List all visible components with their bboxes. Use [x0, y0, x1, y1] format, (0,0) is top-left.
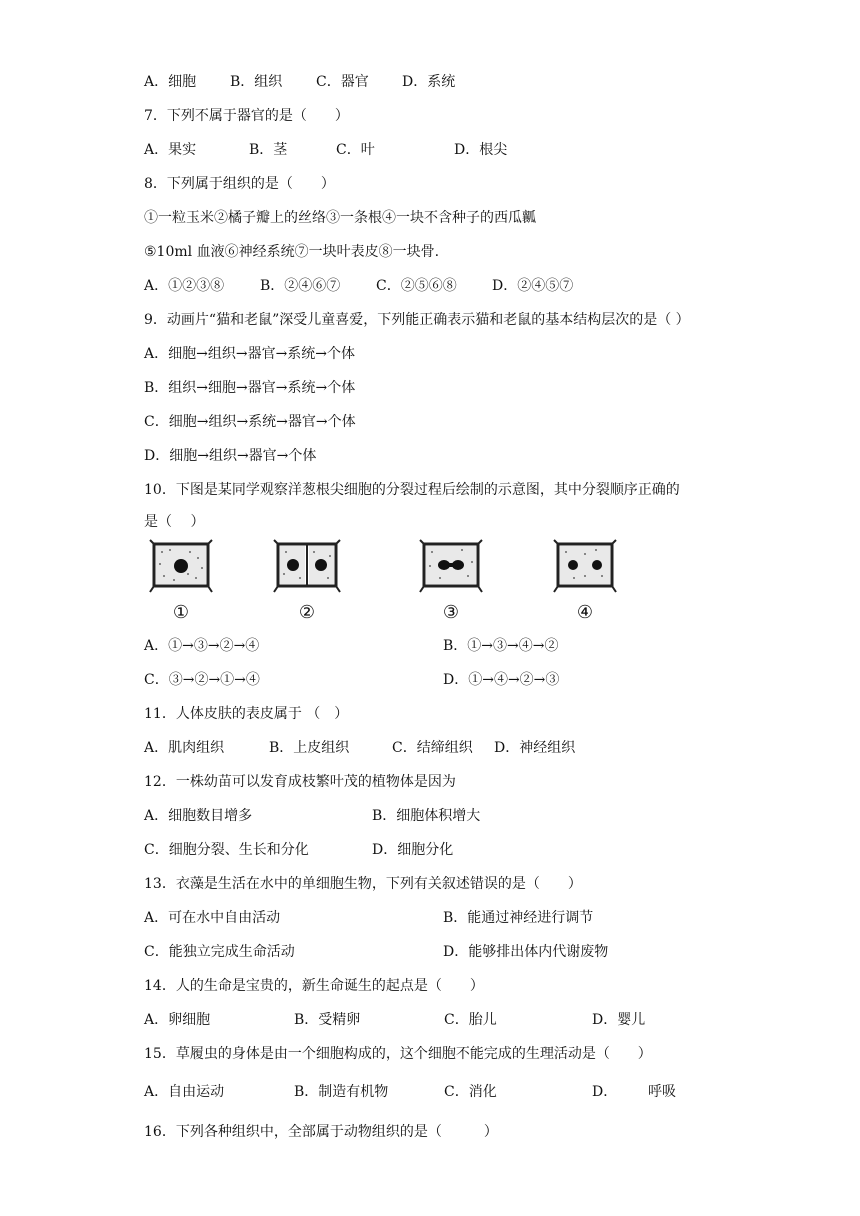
question-8-options: [144, 276, 744, 296]
question-10-options-row-2: [144, 670, 744, 690]
option-a: A．果实: [144, 142, 197, 158]
question-7: 7．下列不属于器官的是（ ）: [144, 108, 349, 124]
question-8-statement-1: ①一粒玉米②橘子瓣上的丝络③一条根④一块不含种子的西瓜瓤: [144, 210, 536, 226]
question-12: 12．一株幼苗可以发育成枝繁叶茂的植物体是因为: [144, 774, 456, 790]
option-a: A．肌肉组织: [144, 740, 225, 756]
question-10: 10．下图是某同学观察洋葱根尖细胞的分裂过程后绘制的示意图，其中分裂顺序正确的: [144, 482, 680, 498]
option-c: C．细胞分裂、生长和分化: [144, 842, 309, 858]
option-c: C．叶: [336, 142, 375, 158]
option-d: D．根尖: [454, 142, 508, 158]
cell-3-drawing: [416, 538, 486, 600]
cell-2: [272, 538, 342, 623]
option-b: B．受精卵: [294, 1012, 361, 1028]
cell-1: [146, 538, 216, 623]
cell-3: [416, 538, 486, 623]
option-d: D．②④⑤⑦: [492, 278, 574, 294]
question-10-cont: 是（ ）: [144, 514, 205, 530]
question-11: 11．人体皮肤的表皮属于 （ ）: [144, 706, 349, 722]
question-9-option-c: C．细胞→组织→系统→器官→个体: [144, 414, 356, 430]
option-b: B．茎: [249, 142, 288, 158]
option-d: D．系统: [402, 74, 456, 90]
option-b: B．①→③→④→②: [443, 638, 559, 654]
option-d-text: 呼吸: [648, 1084, 676, 1100]
cell-label-1: ①: [172, 602, 190, 623]
question-12-options-row-1: [144, 806, 744, 826]
question-9: 9．动画片“猫和老鼠”深受儿童喜爱，下列能正确表示猫和老鼠的基本结构层次的是（ ）: [144, 312, 690, 328]
option-c: C．能独立完成生命活动: [144, 944, 295, 960]
option-d: D．能够排出体内代谢废物: [443, 944, 609, 960]
option-a: A．细胞数目增多: [144, 808, 253, 824]
cell-division-figure: [144, 538, 644, 628]
option-d: D．: [592, 1084, 618, 1100]
cell-label-3: ③: [442, 602, 460, 623]
question-13-options-row-2: [144, 942, 744, 962]
option-c: C．器官: [316, 74, 369, 90]
question-8: 8．下列属于组织的是（ ）: [144, 176, 335, 192]
question-9-option-a: A．细胞→组织→器官→系统→个体: [144, 346, 356, 362]
question-15: 15．草履虫的身体是由一个细胞构成的，这个细胞不能完成的生理活动是（ ）: [144, 1046, 652, 1062]
cell-1-drawing: [146, 538, 216, 600]
question-8-statement-2: ⑤10ml 血液⑥神经系统⑦一块叶表皮⑧一块骨.: [144, 244, 440, 260]
option-d: D．细胞分化: [372, 842, 454, 858]
question-14: 14．人的生命是宝贵的，新生命诞生的起点是（ ）: [144, 978, 484, 994]
option-c: C．消化: [444, 1084, 497, 1100]
option-b: B．能通过神经进行调节: [443, 910, 594, 926]
question-14-options: [144, 1010, 744, 1030]
option-c: C．结缔组织: [392, 740, 473, 756]
option-a: A．卵细胞: [144, 1012, 211, 1028]
option-b: B．制造有机物: [294, 1084, 389, 1100]
option-c: C．②⑤⑥⑧: [376, 278, 457, 294]
option-c: C．胎儿: [444, 1012, 497, 1028]
option-b: B．上皮组织: [269, 740, 350, 756]
question-12-options-row-2: [144, 840, 744, 860]
option-d: D．①→④→②→③: [443, 672, 560, 688]
cell-2-drawing: [272, 538, 342, 600]
option-c: C．③→②→①→④: [144, 672, 260, 688]
question-16: 16．下列各种组织中，全部属于动物组织的是（ ）: [144, 1124, 498, 1140]
cell-label-4: ④: [576, 602, 594, 623]
cell-4-drawing: [550, 538, 620, 600]
question-7-options: [144, 140, 744, 160]
prev-question-options: [144, 72, 744, 92]
question-15-options: [144, 1082, 744, 1102]
option-a: A．细胞: [144, 74, 197, 90]
question-13: 13．衣藻是生活在水中的单细胞生物，下列有关叙述错误的是（ ）: [144, 876, 582, 892]
option-d: D．婴儿: [592, 1012, 646, 1028]
option-a: A．可在水中自由活动: [144, 910, 281, 926]
question-11-options: [144, 738, 744, 758]
question-9-option-d: D．细胞→组织→器官→个体: [144, 448, 317, 464]
question-13-options-row-1: [144, 908, 744, 928]
cell-label-2: ②: [298, 602, 316, 623]
option-b: B．②④⑥⑦: [260, 278, 341, 294]
question-10-options-row-1: [144, 636, 744, 656]
question-9-option-b: B．组织→细胞→器官→系统→个体: [144, 380, 356, 396]
option-a: A．①②③⑧: [144, 278, 225, 294]
option-b: B．组织: [230, 74, 283, 90]
option-a: A．①→③→②→④: [144, 638, 260, 654]
cell-4: [550, 538, 620, 623]
option-d: D．神经组织: [494, 740, 576, 756]
option-b: B．细胞体积增大: [372, 808, 481, 824]
option-a: A．自由运动: [144, 1084, 225, 1100]
